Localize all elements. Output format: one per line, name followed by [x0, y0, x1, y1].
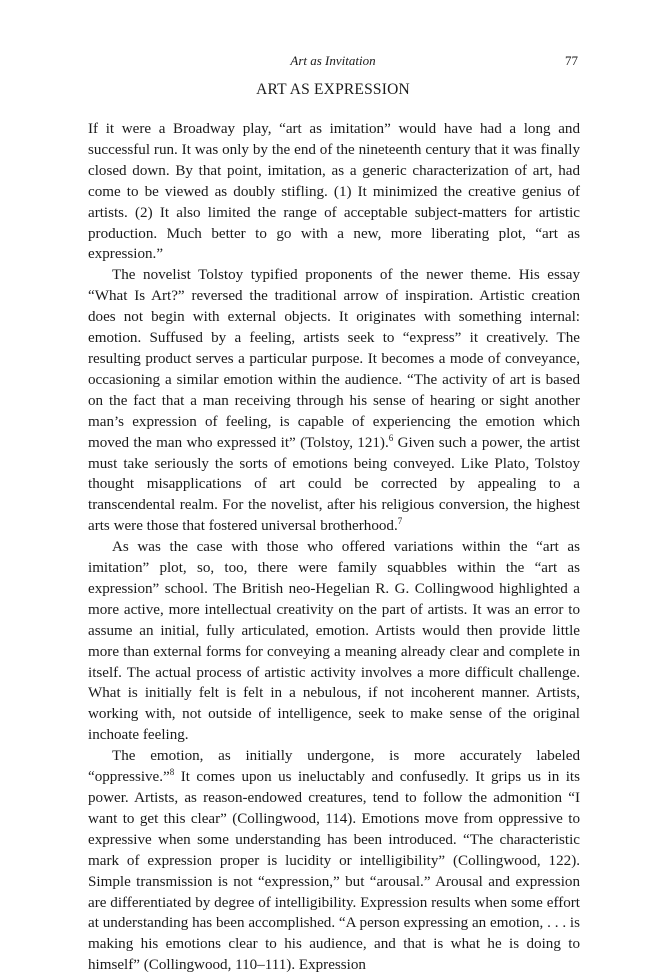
paragraph-2-text-a: The novelist Tolstoy typified proponents of the newer theme. His essay “What Is Art?” reversed the traditional arrow of inspiration. Artistic creation does not begin with external objects. It originates with something internal: emotion. Suffused by a feeling, artists seek to “express” it creatively. The resulting product serves a particular purpose. It becomes a mode of conveyance, occasioning a similar emotion within the audience. “The activity of art is based on the fact that a man receiving through his sense of hearing or sight another man’s expression of feeling, is capable of experiencing the emotion which moved the man who expressed it” (Tolstoy, 121).	[88, 267, 580, 451]
footnote-marker-7: 7	[397, 516, 403, 527]
paragraph-4-text-b: It comes upon us ineluctably and confusedly. It grips us in its power. Artists, as reason-endowed creatures, tend to follow the admonition “I want to get this clear” (Collingwood, 114). Emotions move from oppressive to expressive when some understanding has been introduced. “The characteristic mark of expression proper is lucidity or intelligibility” (Collingwood, 122). Simple transmission is not “expression,” but “arousal.” Arousal and expression are differentiated by degree of intelligibility. Expression results when some effort at understanding has been accomplished. “A person expressing an emotion, . . . is making his emotions clear to his audience, and that is what he is doing to himself” (Collingwood, 110–111). Expression	[88, 769, 580, 974]
paragraph-2-text-b: Given such a power, the artist must take seriously the sorts of emotions being conveyed. Like Plato, Tolstoy thought misapplications of art could be corrected by appealing to a transcendental realm. For the novelist, after his religious conversion, the highest arts were those that fostered universal brotherhood.	[88, 434, 581, 535]
paragraph-3	[88, 537, 580, 746]
paragraph-4-text-a: The emotion, as initially undergone, is more accurately labeled “oppressive.”	[88, 748, 580, 786]
paragraph-2	[88, 265, 580, 537]
paragraph-1-text: If it were a Broadway play, “art as imitation” would have had a long and successful run. It was only by the end of the nineteenth century that it was finally closed down. By that point, imitation, as a generic characterization of art, had come to be viewed as doubly stifling. (1) It minimized the creative genius of artists. (2) It also limited the range of acceptable subject-matters for artistic production. Much better to go with a new, more liberating plot, “art as expression.”	[88, 121, 580, 263]
page-number: 77	[565, 53, 578, 68]
section-heading: ART AS EXPRESSION	[256, 81, 410, 98]
footnote-marker-6: 6	[388, 432, 394, 443]
paragraph-4	[88, 746, 580, 976]
footnote-marker-8: 8	[169, 767, 175, 778]
body-text	[88, 119, 580, 976]
paragraph-1	[88, 119, 580, 265]
paragraph-3-text: As was the case with those who offered variations within the “art as imitation” plot, so, too, there were family squabbles within the “art as expression” school. The British neo-Hegelian R. G. Collingwood highlighted a more active, more intellectual creativity on the part of artists. It was an error to assume an initial, fully articulated, emotion. Artists would then provide little more than external forms for conveying a meaning already clear and complete in itself. The actual process of artistic activity involves a more difficult challenge. What is initially felt is felt in a nebulous, if not incoherent manner. Artists, working with, not outside of intelligence, seek to make sense of the original inchoate feeling.	[88, 539, 580, 744]
running-head-title: Art as Invitation	[290, 53, 376, 68]
running-head	[88, 52, 578, 70]
